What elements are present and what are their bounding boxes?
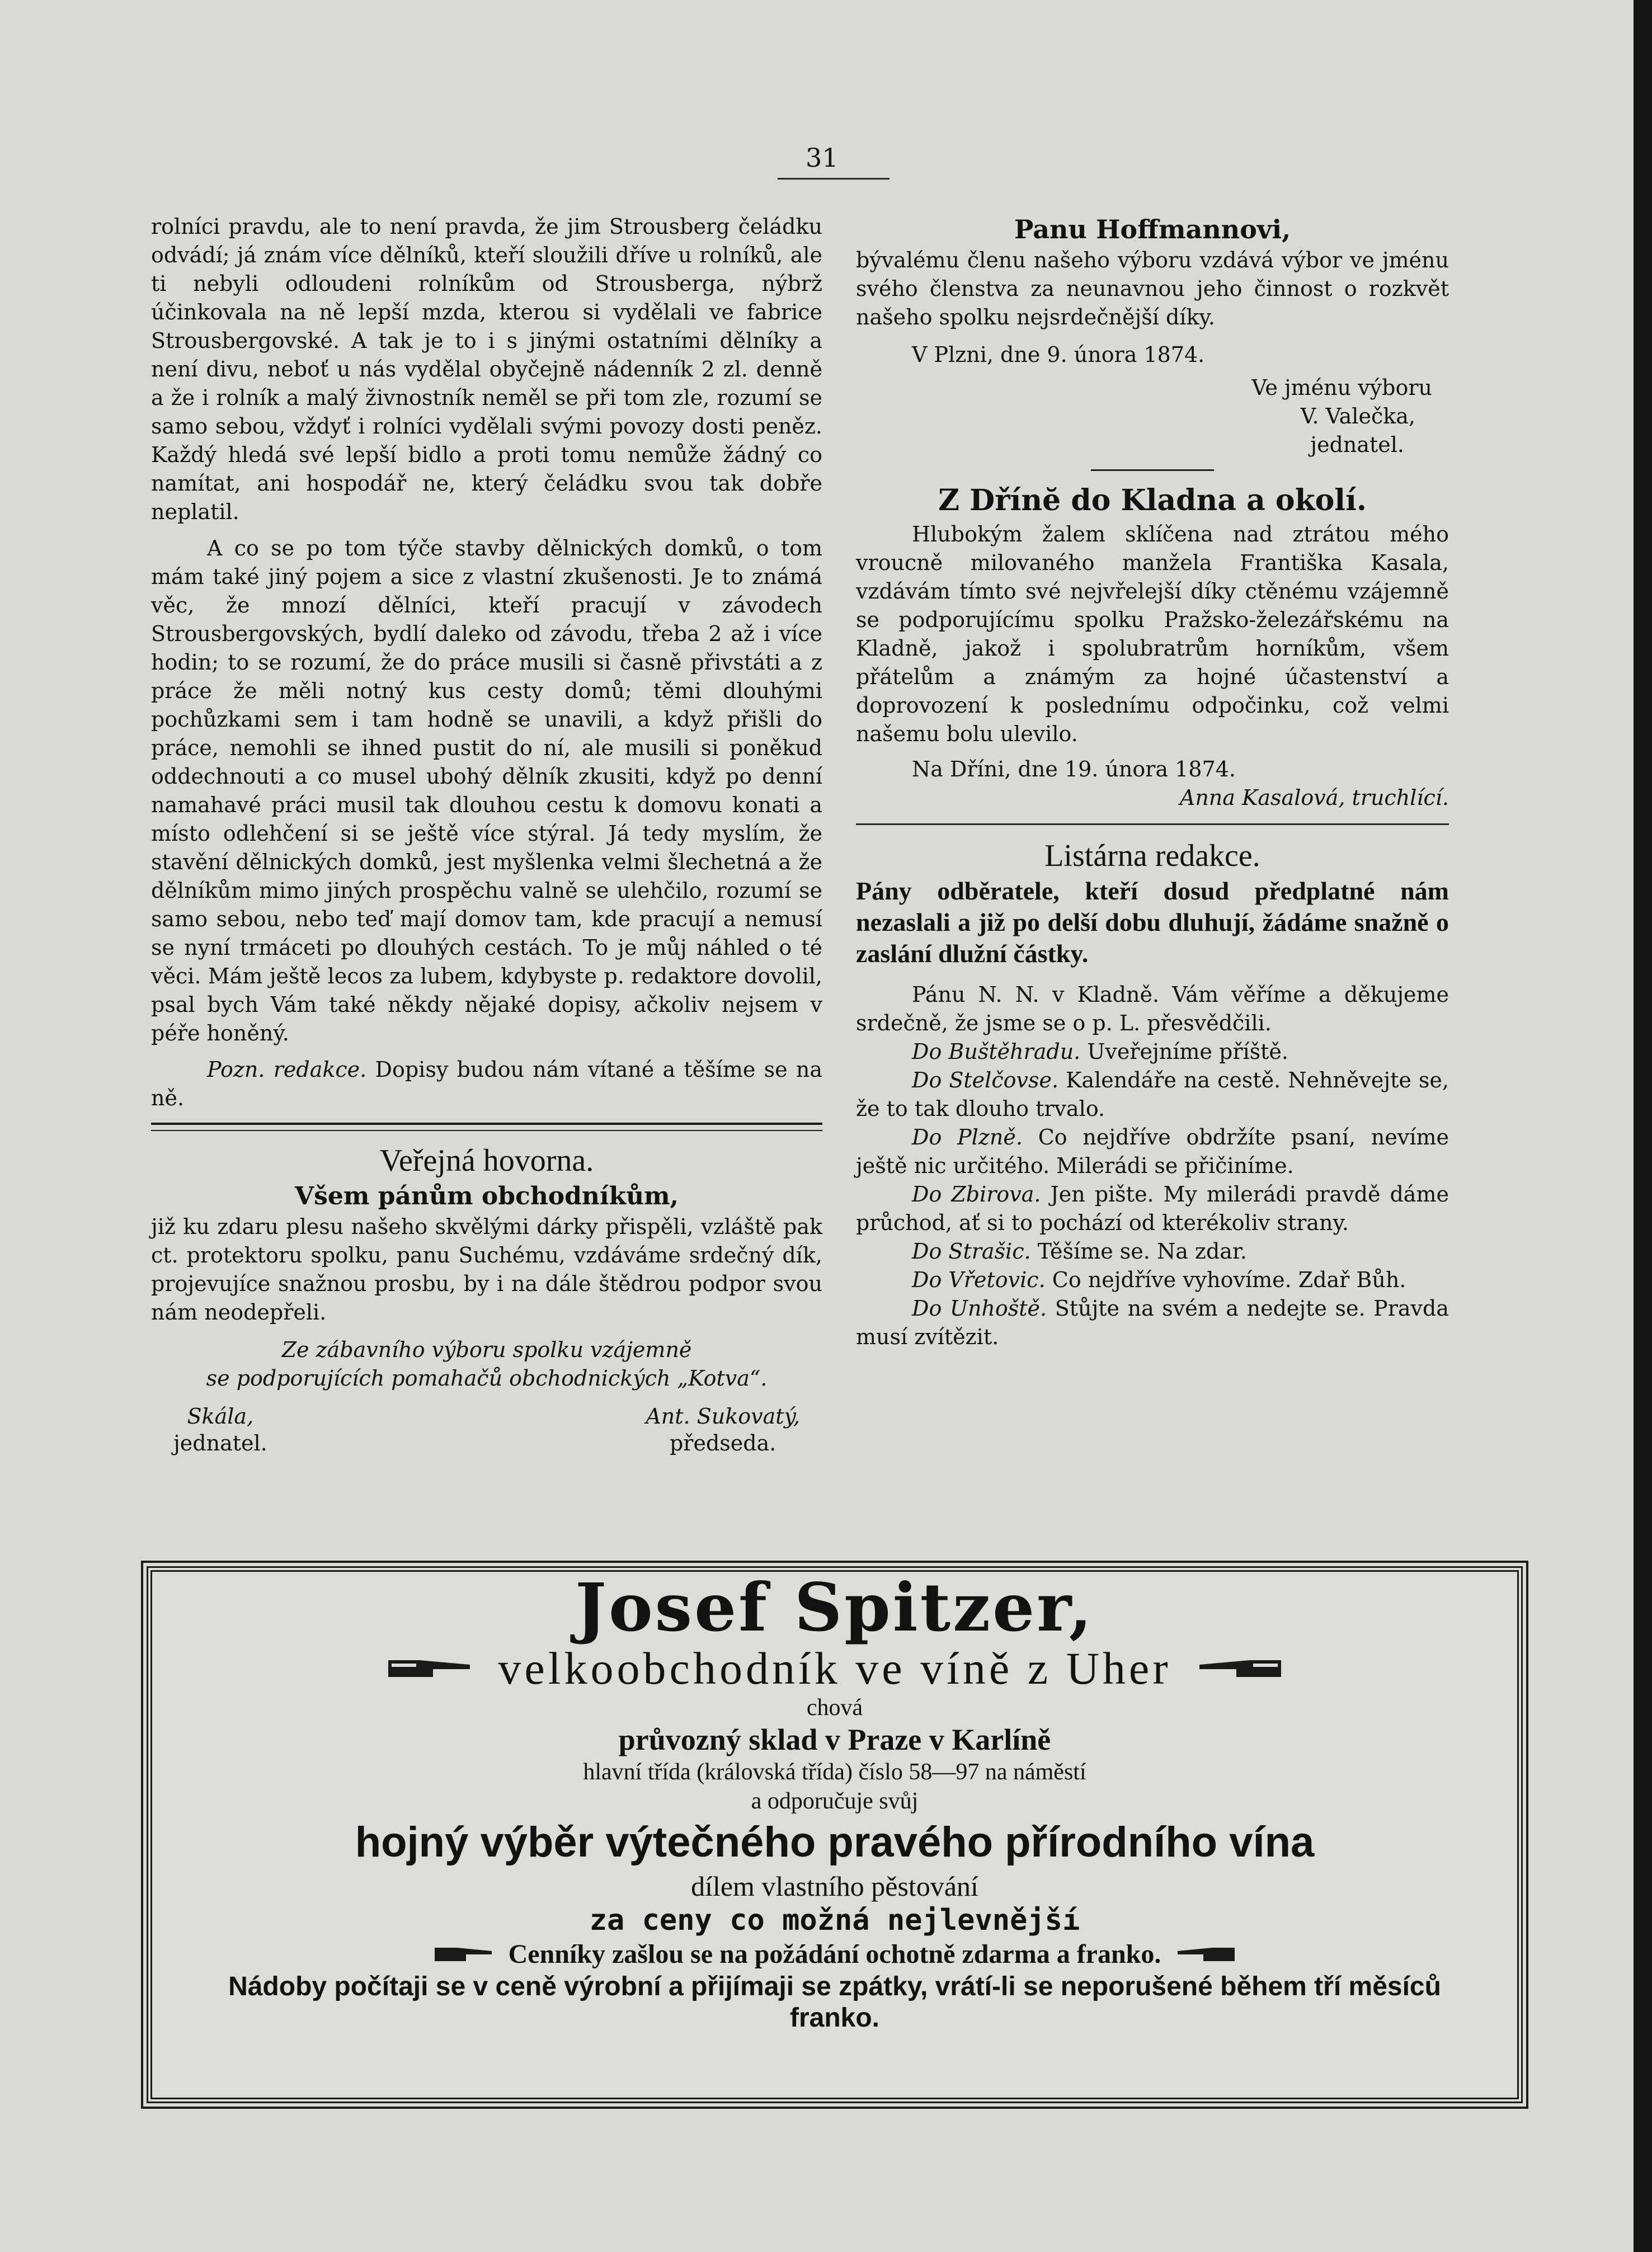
advert-line-6: dílem vlastního pěstování: [691, 1871, 978, 1902]
section-divider: [151, 1123, 822, 1131]
right-column: [856, 213, 1449, 1351]
listarna-notice: Pány odběratele, kteří dosud předplatné nám nezaslali a již po delší dobu dluhují, žádáme snažně o zaslání dlužní částky.: [856, 877, 1449, 968]
divider-thin: [856, 823, 1449, 825]
signature-chairman-role: předseda.: [669, 1431, 776, 1455]
letters-list: [856, 981, 1449, 1351]
pointing-hand-left-icon: [1194, 1652, 1283, 1685]
pointing-hand-right-small-icon: [434, 1942, 495, 1967]
letter-text: Vám věříme a děkujeme srdečně, že jsme se o p. L. přesvědčili.: [856, 982, 1449, 1035]
pointing-hand-right-icon: [386, 1652, 476, 1685]
signature-chairman: [646, 1403, 800, 1457]
drin-title: Z Dřínĕ do Kladna a okolí.: [938, 483, 1367, 517]
section-title: Veřejná hovorna.: [379, 1143, 594, 1178]
advert-trade-row: [152, 1643, 1517, 1694]
section-text: již ku zdaru plesu našeho skvělými dárky přispěli, vzláště pak ct. protektoru spolku, panu Suchému, vzdáváme srdečný dík, projevujíce snažnou prosbu, by i na dále štědrou podpor svou nám neodepřeli.: [151, 1214, 822, 1325]
signature-secretary-role: jednatel.: [173, 1431, 267, 1455]
advert-line-2: průvozný sklad v Praze v Karlíně: [618, 1723, 1051, 1756]
advertisement: [147, 1566, 1523, 2103]
page-number-rule: [778, 178, 889, 180]
letter-text: Stůjte na svém a nedejte se. Pravda musí zvítězit.: [856, 1296, 1449, 1349]
hoffmann-text: bývalému členu našeho výboru vzdává výbor ve jménu svého členstva za neunavnou jeho činnost o rozkvět našeho spolku nejsrdečnější díky.: [856, 248, 1449, 329]
advert-line-9: Nádoby počítaji se v ceně výrobní a přijímaji se zpátky, vrátí-li se neporušené během tří měsíců franko.: [228, 1972, 1441, 2033]
advert-trade: velkoobchodník ve víně z Uher: [498, 1643, 1171, 1694]
left-column: [151, 213, 822, 1457]
listarna-title: Listárna redakce.: [1044, 838, 1260, 873]
letter-addr: Do Strašic.: [912, 1239, 1031, 1264]
drin-date: Na Dříni, dne 19. února 1874.: [912, 757, 1236, 781]
signature-chairman-name: Ant. Sukovatý,: [646, 1404, 800, 1429]
letter-addr: Do Vřetovic.: [912, 1268, 1046, 1292]
drin-text: Hlubokým žalem sklíčena nad ztrátou mého vroucně milovaného manžela Františka Kasala, vzdávám tímto své nejvřelejší díky ctěnému vzájemně se podporujícímu spolku Pražsko-železářskému na Kladně, jakož i spolubratrům horníkům, všem přátelům a známým za hojné účastenství a doprovození k poslednímu odpočinku, což velmi našemu bolu ulevilo.: [856, 522, 1449, 746]
letter-vretovice: [856, 1266, 1449, 1294]
advert-line-3: hlavní třída (královská třída) číslo 58—97 na náměstí: [583, 1759, 1086, 1785]
letter-addr: Do Zbirova.: [912, 1182, 1041, 1207]
advert-line-8-row: [152, 1938, 1517, 1971]
editor-note-label: Pozn. redakce.: [207, 1057, 367, 1082]
letter-prefix: Pánu N. N. v Kladně.: [912, 982, 1160, 1007]
scan-edge: [1634, 0, 1652, 2252]
letter-text: Těšíme se. Na zdar.: [1037, 1239, 1247, 1264]
page-number: 31: [806, 143, 839, 173]
signatures: [151, 1403, 822, 1457]
drin-signature: Anna Kasalová, truchlící.: [1179, 785, 1449, 810]
letter-kladno: [856, 981, 1449, 1038]
committee-line-1: Ze zábavního výboru spolku vzájemně: [281, 1337, 692, 1362]
hoffmann-sig-1: Ve jménu výboru: [1251, 375, 1432, 400]
divider-short: [1091, 469, 1214, 471]
letter-text: Co nejdříve vyhovíme. Zdař Bůh.: [1052, 1268, 1406, 1292]
advert-line-8: Cenníky zašlou se na požádání ochotně zdarma a franko.: [508, 1939, 1161, 1969]
signature-secretary-name: Skála,: [187, 1404, 254, 1429]
intro-paragraph: rolníci pravdu, ale to není pravda, že jim Strousberg čeládku odvádí; já znám více dělníků, kteří sloužili dříve u rolníků, ale ti nebyli odloudeni rolníkům od Strousberga, nýbrž účinkovala na ně lepší mzda, kterou si vydělali ve fabrice Strousbergovské. A tak je to i s jinými ostatními dělníky a není divu, neboť u nás vydělal obyčejně nádenník 2 zl. denně a že i rolník a malý živnostník neměl se při tom zle, rozumí se samo sebou, vždyť i rolníci vydělali svými povozy dosti peněz. Každý hledá své lepší bidlo a proti tomu nemůže žádný co namítat, ani hospodář ne, který čeládku svou tak dobře neplatil.: [151, 214, 822, 524]
letter-plzen: [856, 1123, 1449, 1180]
letter-stelcovse: [856, 1066, 1449, 1123]
hoffmann-sig-3: jednatel.: [1310, 432, 1404, 457]
letter-text: Co nejdříve obdržíte psaní, nevíme ještě nic určitého. Milerádi se přičiníme.: [856, 1125, 1449, 1178]
advert-line-1: chová: [806, 1695, 863, 1721]
advert-line-5: hojný výběr výtečného pravého přírodního vína: [355, 1818, 1315, 1866]
advert-name: Josef Spitzer,: [575, 1568, 1094, 1646]
letter-addr: Do Unhoště.: [912, 1296, 1047, 1321]
second-paragraph: A co se po tom týče stavby dělnických domků, o tom mám také jiný pojem a sice z vlastní zkušenosti. Je to známá věc, že mnozí dělníci, kteří pracují v závodech Strousbergovských, bydlí daleko od závodu, třeba 2 až i více hodin; to se rozumí, že do práce musili si časně přivstáti a z práce že měli notný kus cesty domů; těmi dlouhými pochůzkami sem i tam hodně se unavili, a když přišli do práce, nemohli se ihned pustit do ní, ale musili si poněkud oddechnouti a co musel ubohý dělník zkusiti, když po denní namahavé práci musil tak dlouhou cestu k domovu konati a místo odlehčení si se ještě více stýral. Já tedy myslím, že stavění dělnických domků, jest myšlenka velmi šlechetná a že dělníkům mimo jiných prospěchu valně se ulehčilo, rozumí se samo sebou, nebo teď mají domov tam, kde pracují a nemusí se nyní trmáceti po dlouhých cestách. To je můj náhled o té věci. Mám ještě lecos za lubem, kdybyste p. redaktore dovolil, psal bych Vám také někdy nějaké dopisy, ačkoliv nejsem v péře honěný.: [151, 536, 822, 1045]
letter-text: Jen pište. My milerádi pravdě dáme průchod, ať si to pochází od kterékoliv strany.: [856, 1182, 1449, 1235]
signature-secretary: [173, 1403, 267, 1457]
pointing-hand-left-small-icon: [1174, 1942, 1236, 1967]
hoffmann-sig-2: V. Valečka,: [1300, 404, 1415, 428]
letter-text: Uveřejníme příště.: [1087, 1039, 1288, 1064]
committee-line-2: se podporujících pomahačů obchodnických „Kotva“.: [206, 1366, 768, 1391]
advert-line-7: za ceny co možná nejlevnější: [589, 1904, 1080, 1937]
section-subtitle: Všem pánům obchodníkům,: [295, 1182, 679, 1210]
letter-bustehrad: [856, 1038, 1449, 1066]
hoffmann-date: V Plzni, dne 9. února 1874.: [912, 342, 1205, 367]
letter-strasice: [856, 1237, 1449, 1266]
letter-addr: Do Plzně.: [912, 1125, 1023, 1149]
hoffmann-title: Panu Hoffmannovi,: [1014, 214, 1291, 244]
letter-addr: Do Stelčovse.: [912, 1068, 1059, 1092]
letter-text: Kalendáře na cestě. Nehněvejte se, že to tak dlouho trvalo.: [856, 1068, 1449, 1121]
letter-unhost: [856, 1294, 1449, 1351]
editor-note-text: Dopisy budou nám vítané a těšíme se na ně.: [151, 1057, 822, 1110]
advert-line-4: a odporučuje svůj: [751, 1788, 919, 1814]
editor-note: [151, 1056, 822, 1113]
letter-addr: Do Buštěhradu.: [912, 1039, 1081, 1064]
letter-zbirov: [856, 1180, 1449, 1237]
